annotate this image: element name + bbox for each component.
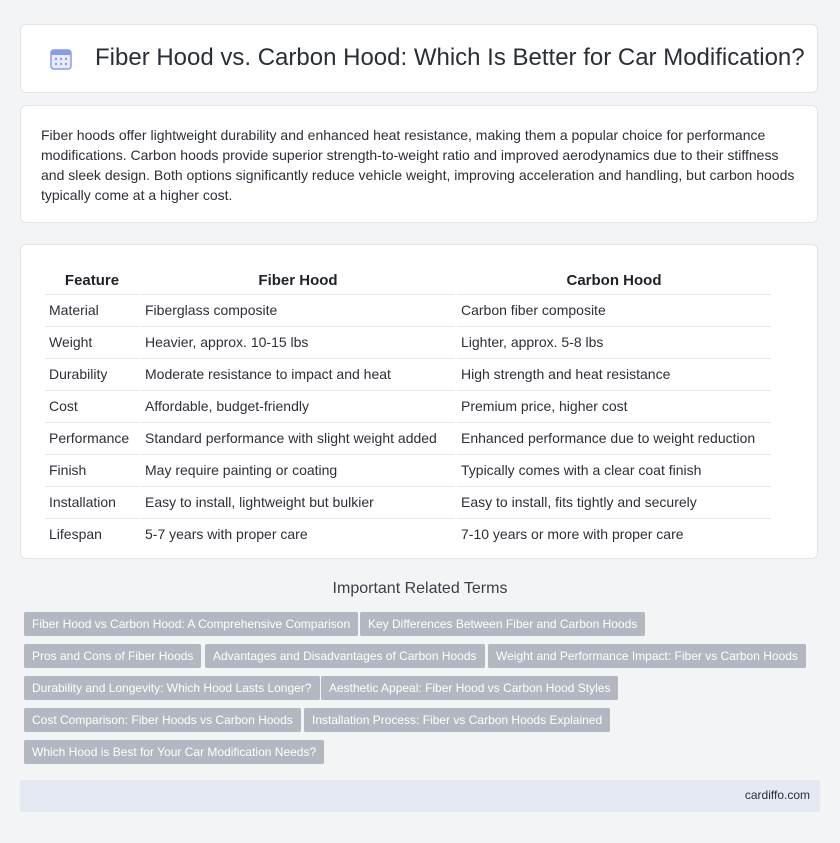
table-header-row <box>45 266 771 292</box>
fiber-hood-cell: May require painting or coating <box>141 454 455 484</box>
related-term-link[interactable]: Aesthetic Appeal: Fiber Hood vs Carbon Hood Styles <box>321 676 618 700</box>
feature-cell: Cost <box>45 390 139 420</box>
comparison-table-card <box>20 244 818 559</box>
table-row <box>45 326 771 356</box>
fiber-hood-cell: Heavier, approx. 10-15 lbs <box>141 326 455 356</box>
fiber-hood-cell: Easy to install, lightweight but bulkier <box>141 486 455 516</box>
feature-cell: Lifespan <box>45 518 139 548</box>
feature-cell: Finish <box>45 454 139 484</box>
table-row <box>45 422 771 452</box>
related-term-link[interactable]: Pros and Cons of Fiber Hoods <box>24 644 201 668</box>
comparison-table <box>43 264 773 550</box>
related-term-link[interactable]: Fiber Hood vs Carbon Hood: A Comprehensive Comparison <box>24 612 358 636</box>
intro-text: Fiber hoods offer lightweight durability and enhanced heat resistance, making them a popular choice for performance modifications. Carbon hoods provide superior strength-to-weight ratio and improved aerodynamics due to their stiffness and sleek design. Both options significantly reduce vehicle weight, improving acceleration and handling, but carbon hoods typically come at a higher cost. <box>41 127 795 203</box>
calendar-icon <box>49 47 73 71</box>
carbon-hood-cell: Easy to install, fits tightly and securely <box>457 486 771 516</box>
page-title: Fiber Hood vs. Carbon Hood: Which Is Better for Car Modification? <box>95 44 805 71</box>
footer-site-name[interactable]: cardiffo.com <box>744 788 810 802</box>
table-row <box>45 294 771 324</box>
feature-cell: Installation <box>45 486 139 516</box>
feature-cell: Durability <box>45 358 139 388</box>
related-terms-heading: Important Related Terms <box>332 580 508 597</box>
table-row <box>45 358 771 388</box>
footer <box>20 780 820 812</box>
table-row <box>45 454 771 484</box>
column-header-fiber-hood: Fiber Hood <box>258 271 338 289</box>
feature-cell: Weight <box>45 326 139 356</box>
related-term-link[interactable]: Key Differences Between Fiber and Carbon Hoods <box>360 612 645 636</box>
table-row <box>45 486 771 516</box>
carbon-hood-cell: Typically comes with a clear coat finish <box>457 454 771 484</box>
title-card <box>20 24 818 93</box>
related-term-link[interactable]: Which Hood is Best for Your Car Modification Needs? <box>24 740 324 764</box>
intro-card <box>20 105 818 223</box>
related-term-link[interactable]: Installation Process: Fiber vs Carbon Hoods Explained <box>304 708 610 732</box>
column-header-carbon-hood: Carbon Hood <box>566 271 662 289</box>
fiber-hood-cell: Moderate resistance to impact and heat <box>141 358 455 388</box>
carbon-hood-cell: Lighter, approx. 5-8 lbs <box>457 326 771 356</box>
carbon-hood-cell: Premium price, higher cost <box>457 390 771 420</box>
carbon-hood-cell: High strength and heat resistance <box>457 358 771 388</box>
feature-cell: Performance <box>45 422 139 452</box>
related-term-link[interactable]: Durability and Longevity: Which Hood Lasts Longer? <box>24 676 320 700</box>
carbon-hood-cell: Carbon fiber composite <box>457 294 771 324</box>
fiber-hood-cell: Fiberglass composite <box>141 294 455 324</box>
fiber-hood-cell: Standard performance with slight weight added <box>141 422 455 452</box>
related-term-link[interactable]: Cost Comparison: Fiber Hoods vs Carbon Hoods <box>24 708 301 732</box>
related-term-link[interactable]: Weight and Performance Impact: Fiber vs Carbon Hoods <box>488 644 806 668</box>
column-header-feature: Feature <box>64 271 120 289</box>
related-term-link[interactable]: Advantages and Disadvantages of Carbon Hoods <box>205 644 485 668</box>
carbon-hood-cell: Enhanced performance due to weight reduction <box>457 422 771 452</box>
fiber-hood-cell: 5-7 years with proper care <box>141 518 455 548</box>
feature-cell: Material <box>45 294 139 324</box>
table-row <box>45 518 771 548</box>
carbon-hood-cell: 7-10 years or more with proper care <box>457 518 771 548</box>
table-row <box>45 390 771 420</box>
fiber-hood-cell: Affordable, budget-friendly <box>141 390 455 420</box>
